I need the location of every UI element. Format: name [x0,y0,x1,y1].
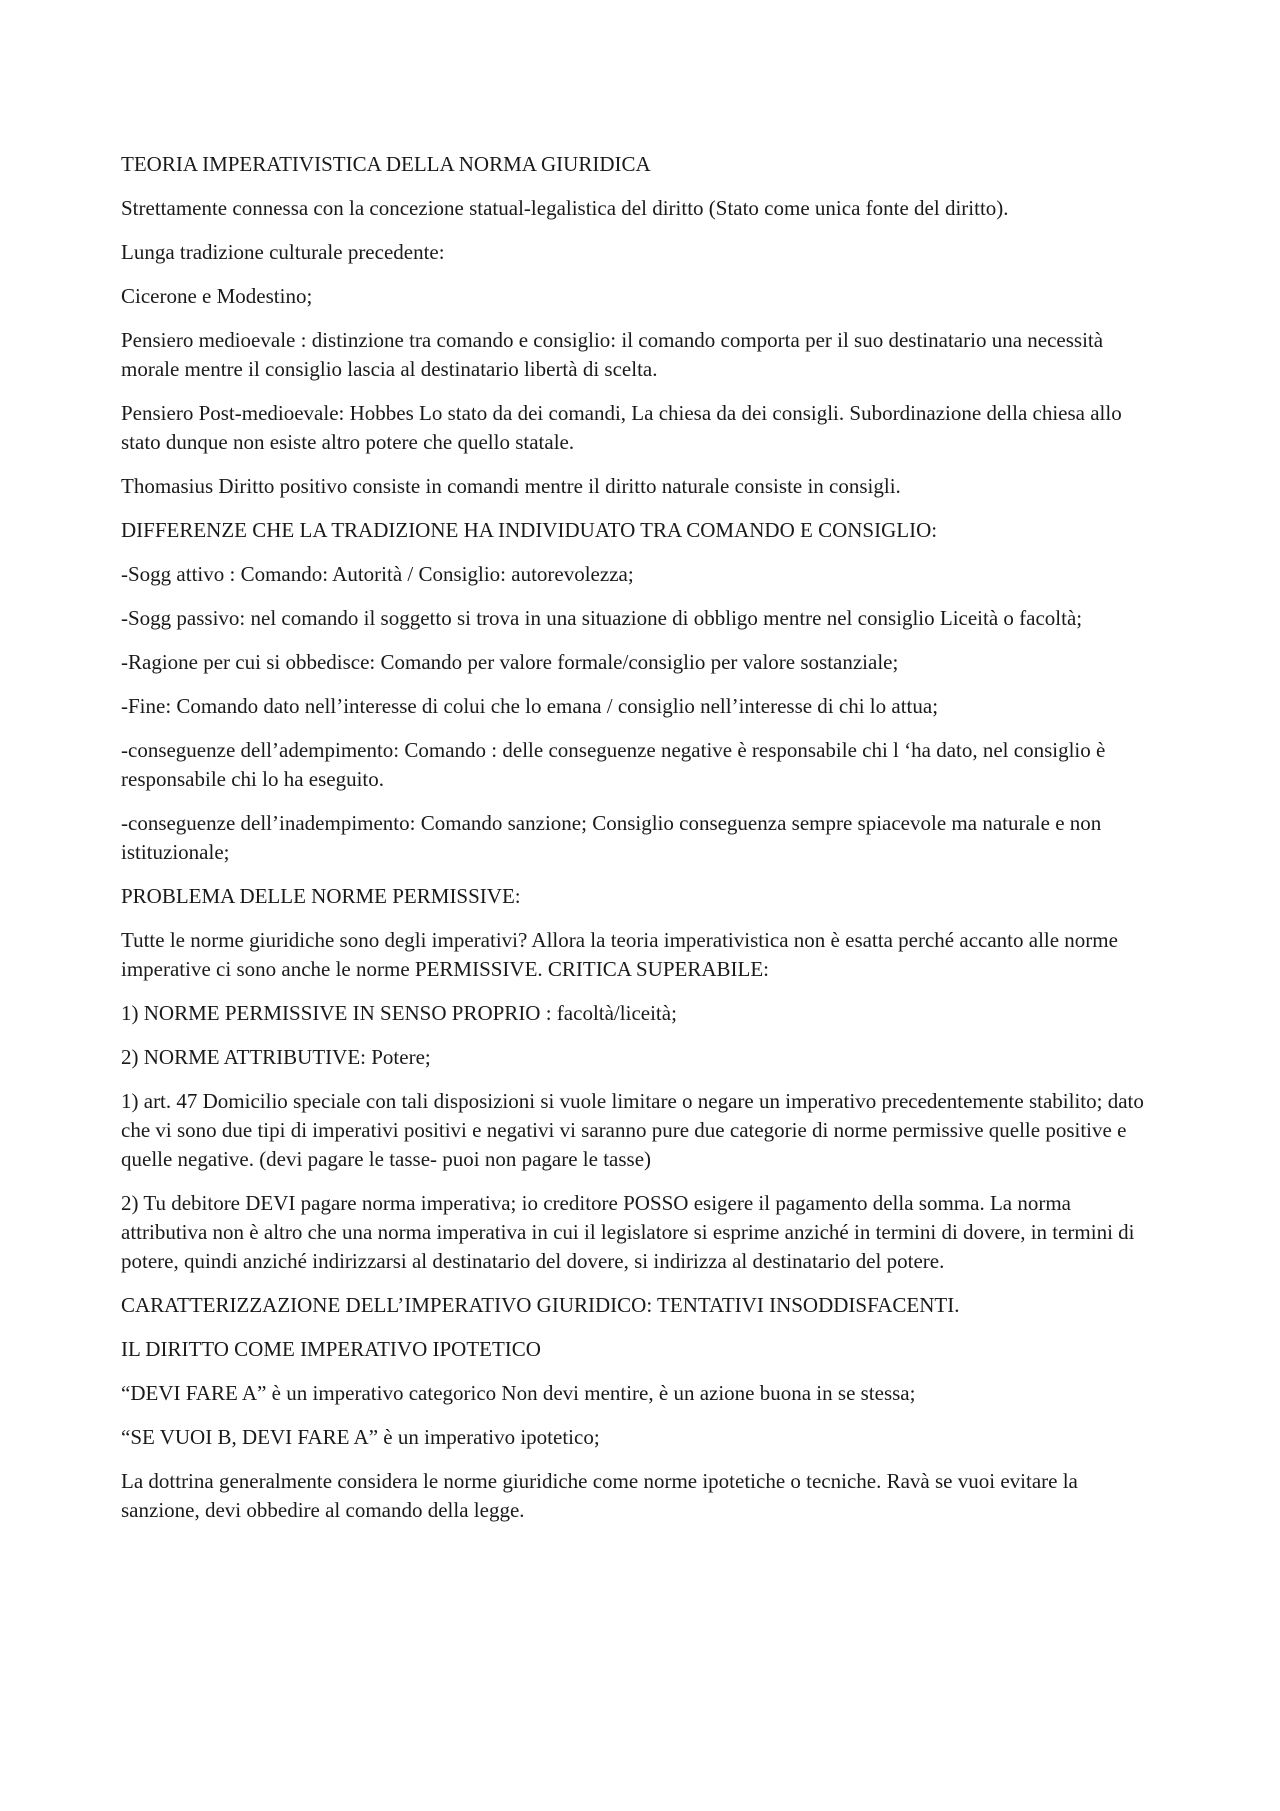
paragraph: 2) Tu debitore DEVI pagare norma imperativa; io creditore POSSO esigere il pagamento della somma. La norma attributiva non è altro che una norma imperativa in cui il legislatore si esprime anziché in termini di dovere, in termini di potere, quindi anziché indirizzarsi al destinatario del dovere, si indirizza al destinatario del potere. [121,1191,1135,1273]
list-item: -Fine: Comando dato nell’interesse di colui che lo emana / consiglio nell’interesse di chi lo attua; [121,694,939,718]
section-heading: IL DIRITTO COME IMPERATIVO IPOTETICO [121,1337,541,1361]
paragraph: Cicerone e Modestino; [121,284,313,308]
paragraph: “SE VUOI B, DEVI FARE A” è un imperativo ipotetico; [121,1425,600,1449]
list-item: -conseguenze dell’inadempimento: Comando sanzione; Consiglio conseguenza sempre spiacevole ma naturale e non istituzionale; [121,811,1102,864]
list-item: 2) NORME ATTRIBUTIVE: Potere; [121,1045,431,1069]
paragraph: Strettamente connessa con la concezione statual-legalistica del diritto (Stato come unica fonte del diritto). [121,196,1009,220]
paragraph: Pensiero Post-medioevale: Hobbes Lo stato da dei comandi, La chiesa da dei consigli. Subordinazione della chiesa allo stato dunque non esiste altro potere che quello statale. [121,401,1122,454]
paragraph: Pensiero medioevale : distinzione tra comando e consiglio: il comando comporta per il suo destinatario una necessità morale mentre il consiglio lascia al destinatario libertà di scelta. [121,328,1104,381]
paragraph: La dottrina generalmente considera le norme giuridiche come norme ipotetiche o tecniche. Ravà se vuoi evitare la sanzione, devi obbedire al comando della legge. [121,1469,1078,1522]
list-item: -Sogg passivo: nel comando il soggetto si trova in una situazione di obbligo mentre nel consiglio Liceità o facoltà; [121,606,1083,630]
section-heading: PROBLEMA DELLE NORME PERMISSIVE: [121,884,521,908]
paragraph: Lunga tradizione culturale precedente: [121,240,445,264]
list-item: -conseguenze dell’adempimento: Comando : delle conseguenze negative è responsabile chi l ‘ha dato, nel consiglio è responsabile chi lo ha eseguito. [121,738,1106,791]
section-heading: DIFFERENZE CHE LA TRADIZIONE HA INDIVIDUATO TRA COMANDO E CONSIGLIO: [121,518,938,542]
list-item: 1) NORME PERMISSIVE IN SENSO PROPRIO : facoltà/liceità; [121,1001,677,1025]
paragraph: 1) art. 47 Domicilio speciale con tali disposizioni si vuole limitare o negare un imperativo precedentemente stabilito; dato che vi sono due tipi di imperativi positivi e negativi vi saranno pure due categorie di norme permissive quelle positive e quelle negative. (devi pagare le tasse- puoi non pagare le tasse) [121,1089,1144,1171]
paragraph: Tutte le norme giuridiche sono degli imperativi? Allora la teoria imperativistica non è esatta perché accanto alle norme imperative ci sono anche le norme PERMISSIVE. CRITICA SUPERABILE: [121,928,1118,981]
paragraph: Thomasius Diritto positivo consiste in comandi mentre il diritto naturale consiste in consigli. [121,474,901,498]
paragraph: “DEVI FARE A” è un imperativo categorico Non devi mentire, è un azione buona in se stessa; [121,1381,916,1405]
section-heading: CARATTERIZZAZIONE DELL’IMPERATIVO GIURIDICO: TENTATIVI INSODDISFACENTI. [121,1293,960,1317]
list-item: -Ragione per cui si obbedisce: Comando per valore formale/consiglio per valore sostanziale; [121,650,899,674]
document-body [121,150,1161,1540]
document-title: TEORIA IMPERATIVISTICA DELLA NORMA GIURIDICA [121,152,651,176]
list-item: -Sogg attivo : Comando: Autorità / Consiglio: autorevolezza; [121,562,634,586]
